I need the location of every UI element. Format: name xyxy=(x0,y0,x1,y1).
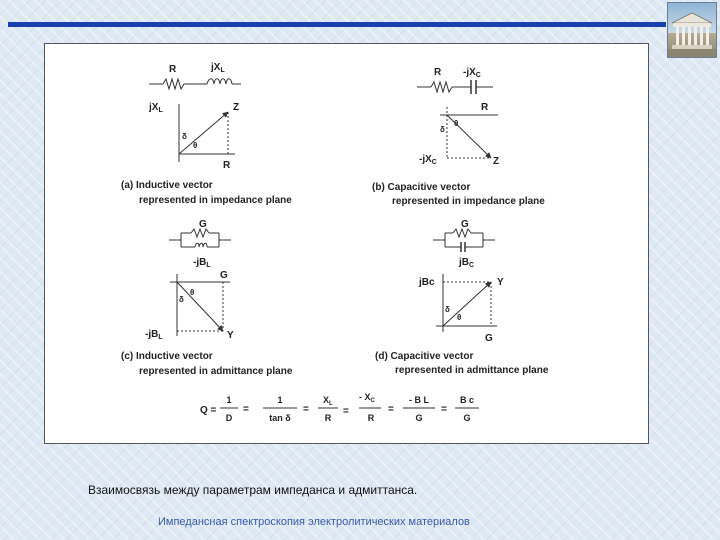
d-caption-2: represented in admittance plane xyxy=(395,365,549,376)
f3-den: R xyxy=(324,413,332,423)
d-y-label: Y xyxy=(497,277,504,288)
panel-c xyxy=(121,219,293,377)
c-g-label: G xyxy=(199,219,207,230)
d-vertical-label: jBc xyxy=(419,277,435,288)
b-caption-1: (b) Capacitive vector xyxy=(372,182,471,193)
panel-a xyxy=(121,62,292,206)
a-caption-1: (a) Inductive vector xyxy=(121,180,213,191)
b-z-label: Z xyxy=(493,156,500,167)
q-formula xyxy=(200,392,479,423)
a-resistor-label: R xyxy=(169,64,177,75)
f6-num: B c xyxy=(459,395,475,405)
a-r-label: R xyxy=(223,160,231,171)
resistor-symbol xyxy=(163,79,184,89)
a-delta: δ xyxy=(182,132,187,141)
b-caption-2: represented in impedance plane xyxy=(392,196,545,207)
impedance-admittance-figure xyxy=(44,43,649,444)
a-caption-2: represented in impedance plane xyxy=(139,195,292,206)
top-accent-bar xyxy=(8,22,666,27)
c-caption-2: represented in admittance plane xyxy=(139,366,293,377)
c-theta: θ xyxy=(190,288,195,297)
eq-2: = xyxy=(303,404,309,415)
eq-1: = xyxy=(243,404,249,415)
b-vertical-label: $-jX_C$ xyxy=(419,154,437,166)
resistor-symbol xyxy=(453,229,471,237)
d-g-label: G xyxy=(461,219,469,230)
slide-footer: Импедансная спектроскопия электролитических материалов xyxy=(158,516,470,528)
d-theta: θ xyxy=(457,313,462,322)
panel-d xyxy=(375,219,549,376)
building-logo xyxy=(667,2,717,58)
b-capacitor-label: $-jX_C$ xyxy=(463,67,481,79)
resistor-symbol xyxy=(191,229,209,237)
c-y-label: Y xyxy=(227,330,234,341)
d-horiz-label: G xyxy=(485,333,493,344)
c-horiz-label: G xyxy=(220,270,228,281)
d-susceptance-label: $jB_C$ xyxy=(459,257,475,269)
f5-den: G xyxy=(415,413,423,423)
b-resistor-label: R xyxy=(434,67,442,78)
d-caption-1: (d) Capacitive vector xyxy=(375,351,474,362)
b-r-label: R xyxy=(481,102,489,113)
c-delta: δ xyxy=(179,295,184,304)
f6-den: G xyxy=(463,413,471,423)
formula-lhs: Q = xyxy=(200,405,217,416)
a-vertical-label: $jX_L$ xyxy=(149,102,163,114)
f4-den: R xyxy=(367,413,375,423)
panel-b xyxy=(372,67,545,207)
a-z-label: Z xyxy=(233,102,240,113)
eq-4: = xyxy=(388,404,394,415)
f2-den: tan δ xyxy=(269,413,291,423)
c-caption-1: (c) Inductive vector xyxy=(121,351,213,362)
f1-den: D xyxy=(225,413,233,423)
slide-caption: Взаимосвязь между параметрам импеданса и адмиттанса. xyxy=(88,483,418,497)
inductor-symbol xyxy=(207,79,232,84)
f5-num: - B L xyxy=(409,395,429,405)
eq-3: = xyxy=(343,406,349,417)
inductor-symbol xyxy=(195,243,207,247)
b-delta: δ xyxy=(440,125,445,134)
f1-num: 1 xyxy=(226,395,232,405)
c-vertical-label: $-jB_L$ xyxy=(145,329,163,341)
a-inductor-label: $jX_L$ xyxy=(211,62,225,74)
c-susceptance-label: $-jB_L$ xyxy=(193,257,211,269)
resistor-symbol xyxy=(431,82,452,92)
f2-num: 1 xyxy=(277,395,283,405)
eq-5: = xyxy=(441,404,447,415)
f4-num: - $X_C$ xyxy=(359,392,375,404)
d-delta: δ xyxy=(445,305,450,314)
a-theta: θ xyxy=(193,141,198,150)
b-theta: θ xyxy=(454,119,459,128)
f3-num: $X_L$ xyxy=(323,395,333,407)
